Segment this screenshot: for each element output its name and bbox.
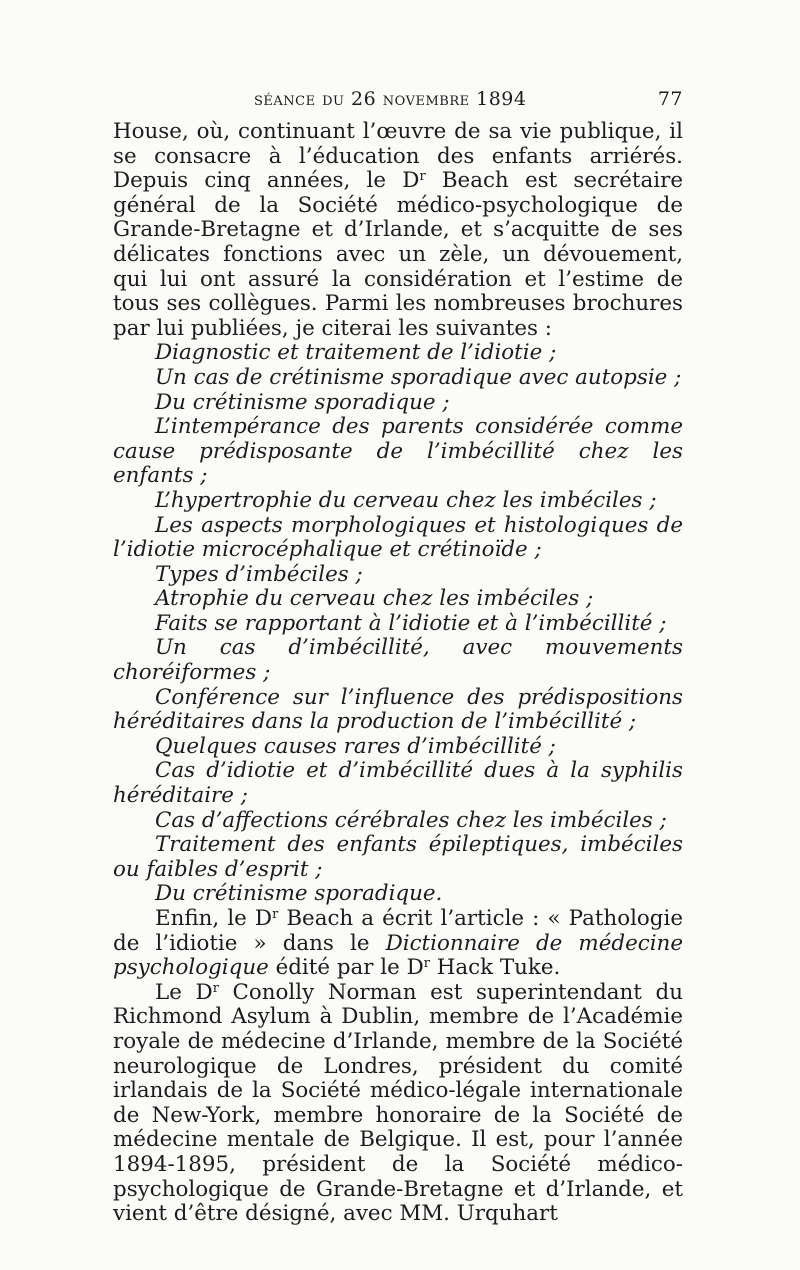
superscript: r xyxy=(272,906,279,922)
paragraph-text: House, où, continuant l’œuvre de sa vie publique, il se consacre à l’éducation des enfants arriérés. Depuis cinq années, le D xyxy=(113,119,683,194)
paragraph-text: Le D xyxy=(155,979,213,1005)
publication-list xyxy=(113,341,683,907)
publication-item: Un cas de crétinisme sporadique avec autopsie ; xyxy=(155,364,682,390)
paragraph-text: édité par le D xyxy=(268,955,424,981)
paragraph-text: Beach est secrétaire général de la Société médico-psychologique de Grande-Bretagne et d’Irlande, et s’acquitte de ses délicates fonctions avec un zèle, un dévouement, qui lui ont assuré la considération et l’estime de tous ses collègues. Parmi les nombreuses brochures par lui publiées, je citerai les suivantes : xyxy=(113,168,684,341)
paragraph-norman xyxy=(113,981,683,1227)
paragraph-text: Enfin, le D xyxy=(155,906,273,931)
superscript: r xyxy=(423,956,430,972)
running-title: séance du 26 novembre 1894 xyxy=(254,88,527,110)
publication-item: Diagnostic et traitement de l’idiotie ; xyxy=(155,340,557,366)
book-page xyxy=(113,88,683,1227)
publication-item: Atrophie du cerveau chez les imbéciles ; xyxy=(155,586,594,612)
paragraph-beach-article xyxy=(113,907,683,981)
superscript: r xyxy=(212,980,219,996)
publication-item: Traitement des enfants épileptiques, imbéciles ou faibles d’esprit ; xyxy=(113,832,683,882)
publication-item: Conférence sur l’influence des prédispositions héréditaires dans la production de l’imbécillité ; xyxy=(113,684,683,735)
page-number: 77 xyxy=(657,88,683,110)
publication-item: Un cas d’imbécillité, avec mouvements choréiformes ; xyxy=(113,635,683,686)
running-head xyxy=(113,88,683,120)
publication-item: L’intempérance des parents considérée comme cause prédisposante de l’imbécillité chez les enfants ; xyxy=(113,414,683,489)
superscript: r xyxy=(419,169,426,185)
publication-item: Types d’imbéciles ; xyxy=(155,561,363,587)
publication-item: L’hypertrophie du cerveau chez les imbéciles ; xyxy=(155,487,657,513)
paragraph-text: Beach a écrit l’article : « Pathologie de l’idiotie » dans le xyxy=(113,906,684,956)
publication-item: Cas d’affections cérébrales chez les imbéciles ; xyxy=(155,807,667,833)
paragraph-text: Conolly Norman est superintendant du Richmond Asylum à Dublin, membre de l’Académie royale de médecine d’Irlande, membre de la Société neurologique de Londres, président du comité irlandais de la Société médico-légale internationale de New-York, membre honoraire de la Société de médecine mentale de Belgique. Il est, pour l’année 1894-1895, président de la Société médico-psychologique de Grande-Bretagne et d’Irlande, et vient d’être désigné, avec MM. Urquhart xyxy=(113,979,683,1227)
publication-item: Quelques causes rares d’imbécillité ; xyxy=(155,733,556,759)
publication-item: Cas d’idiotie et d’imbécillité dues à la syphilis héréditaire ; xyxy=(113,758,683,809)
paragraph-text: Hack Tuke. xyxy=(429,955,561,981)
body-text xyxy=(113,120,683,1227)
publication-item: Faits se rapportant à l’idiotie et à l’imbécillité ; xyxy=(155,610,667,636)
dictionary-title: Dictionnaire de médecine psychologique xyxy=(113,930,683,981)
publication-item: Du crétinisme sporadique ; xyxy=(155,389,450,415)
publication-item: Les aspects morphologiques et histologiques de l’idiotie microcéphalique et crétinoïde ; xyxy=(113,512,683,563)
paragraph-beach-intro xyxy=(113,120,683,341)
publication-item: Du crétinisme sporadique. xyxy=(155,881,443,907)
